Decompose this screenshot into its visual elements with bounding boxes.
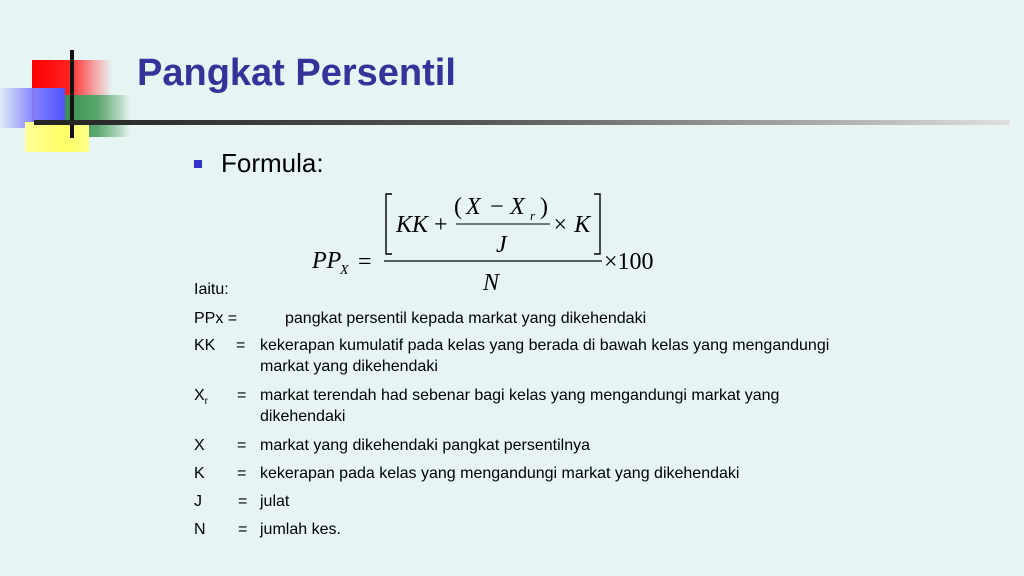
definition-symbol: K (194, 465, 205, 482)
definition-equals: = (237, 437, 247, 454)
formula-minus: − (490, 194, 504, 220)
formula-times-k: × K (552, 212, 591, 238)
yellow-square (25, 122, 89, 152)
formula-n: N (483, 270, 500, 296)
definition-text: julat (260, 493, 290, 510)
formula-svg (300, 180, 680, 300)
definition-equals: = (236, 337, 246, 354)
formula-xr: X (510, 194, 525, 220)
percentile-rank-formula (300, 180, 680, 300)
definition-text: markat terendah had sebenar bagi kelas yang mengandungi markat yang dikehendaki (260, 387, 780, 425)
bullet-icon (194, 160, 202, 168)
formula-x: X (466, 194, 481, 220)
definition-symbol: KK (194, 337, 216, 354)
definition-symbol: J (194, 493, 202, 510)
formula-kk: KK (396, 212, 429, 238)
formula-times-100: ×100 (604, 249, 654, 275)
left-bracket (386, 194, 392, 254)
definition-equals: = (237, 465, 247, 482)
definitions-heading: Iaitu: (194, 281, 229, 298)
definition-equals: = (238, 493, 248, 510)
formula-close-paren: ) (540, 194, 548, 220)
definition-equals: = (238, 521, 248, 538)
definition-symbol: PPx = (194, 310, 238, 327)
formula-open-paren: ( (454, 194, 462, 220)
formula-label: Formula: (221, 148, 324, 178)
formula-j: J (496, 232, 507, 258)
formula-equals: = (358, 249, 372, 275)
definition-symbol: N (194, 521, 206, 538)
definition-equals: = (237, 387, 247, 404)
definition-text: jumlah kes. (260, 521, 341, 538)
formula-xr-sub: r (530, 208, 536, 223)
slide-title: Pangkat Persentil (137, 52, 456, 94)
formula-lhs: PP (312, 248, 342, 274)
definition-symbol: X (194, 437, 205, 454)
definition-text: markat yang dikehendaki pangkat persentilnya (260, 437, 590, 454)
formula-lhs-sub: X (340, 263, 349, 278)
definition-text: pangkat persentil kepada markat yang dikehendaki (285, 310, 647, 327)
decorative-logo (0, 0, 140, 160)
definition-text: kekerapan kumulatif pada kelas yang berada di bawah kelas yang mengandungi markat yang dikehendaki (260, 337, 830, 375)
formula-plus: + (434, 212, 448, 238)
definition-text: kekerapan pada kelas yang mengandungi markat yang dikehendaki (260, 465, 740, 482)
right-bracket (594, 194, 600, 254)
definition-symbol: $X_r$ (194, 387, 209, 408)
title-divider (34, 120, 1010, 125)
